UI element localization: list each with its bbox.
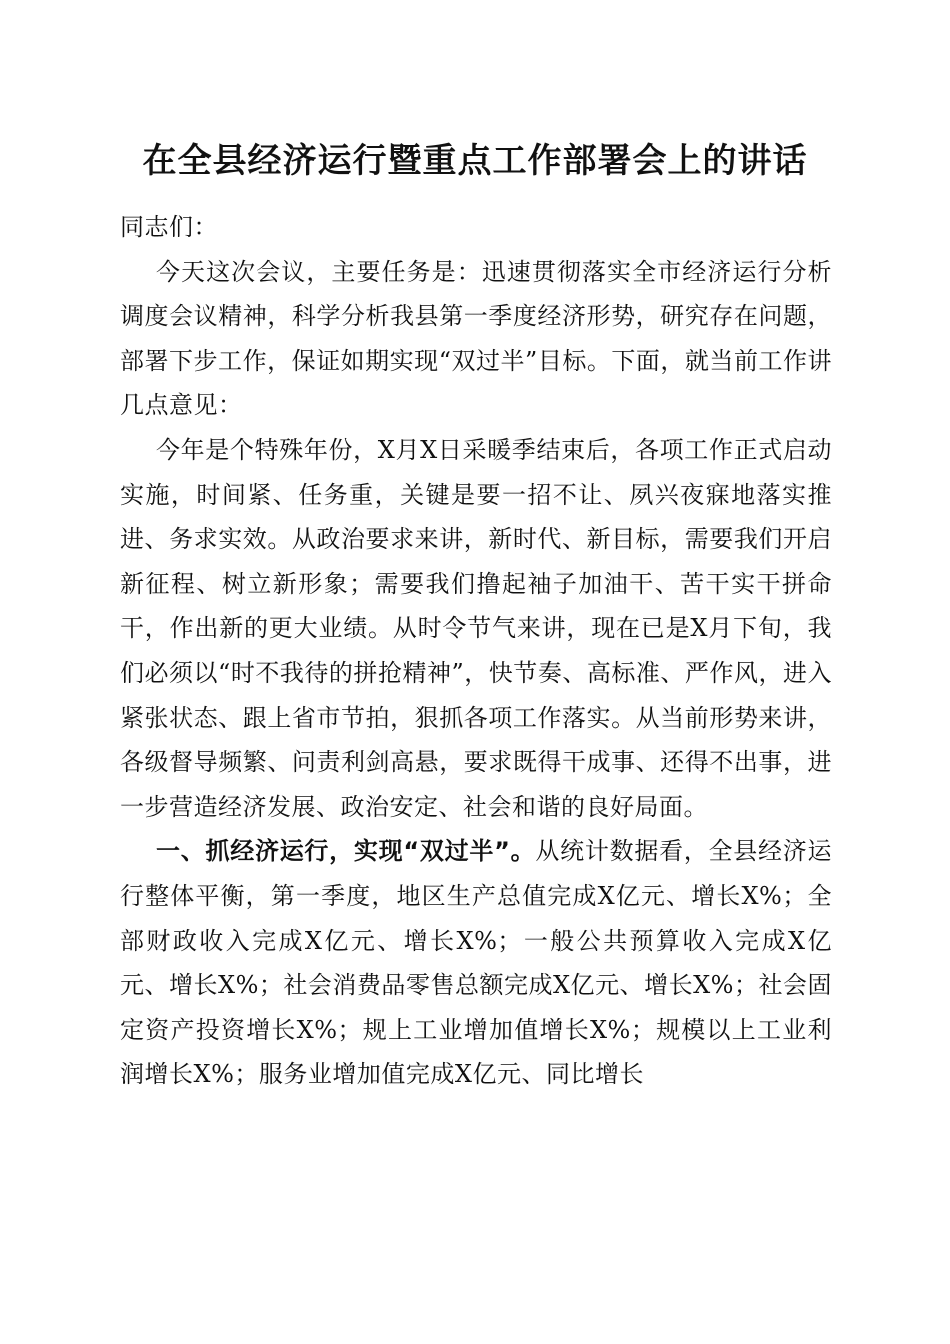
document-body [120,205,832,1097]
section-heading: 一、抓经济运行，实现“双过半”。 [156,837,536,866]
paragraph-intro: 今天这次会议，主要任务是：迅速贯彻落实全市经济运行分析调度会议精神，科学分析我县第一季度经济形势，研究存在问题，部署下步工作，保证如期实现“双过半”目标。下面，就当前工作讲几点意见： [120,257,832,420]
document-title: 在全县经济运行暨重点工作部署会上的讲话 [142,141,808,181]
salutation: 同志们： [120,213,218,241]
paragraph-section-one [120,829,832,1097]
paragraph-context: 今年是个特殊年份，X月X日采暖季结束后，各项工作正式启动实施，时间紧、任务重，关键是要一招不让、夙兴夜寐地落实推进、务求实效。从政治要求来讲，新时代、新目标，需要我们开启新征程、树立新形象；需要我们撸起袖子加油干、苦干实干拼命干，作出新的更大业绩。从时令节气来讲，现在已是X月下旬，我们必须以“时不我待的拼抢精神”，快节奏、高标准、严作风，进入紧张状态、跟上省市节拍，狠抓各项工作落实。从当前形势来讲，各级督导频繁、问责利剑高悬，要求既得干成事、还得不出事，进一步营造经济发展、政治安定、社会和谐的良好局面。 [120,435,832,821]
section-text: 从统计数据看，全县经济运行整体平衡，第一季度，地区生产总值完成X亿元、增长X%；全部财政收入完成X亿元、增长X%；一般公共预算收入完成X亿元、增长X%；社会消费品零售总额完成X亿元、增长X%；社会固定资产投资增长X%；规上工业增加值增长X%；规模以上工业利润增长X%；服务业增加值完成X亿元、同比增长 [120,837,833,1089]
